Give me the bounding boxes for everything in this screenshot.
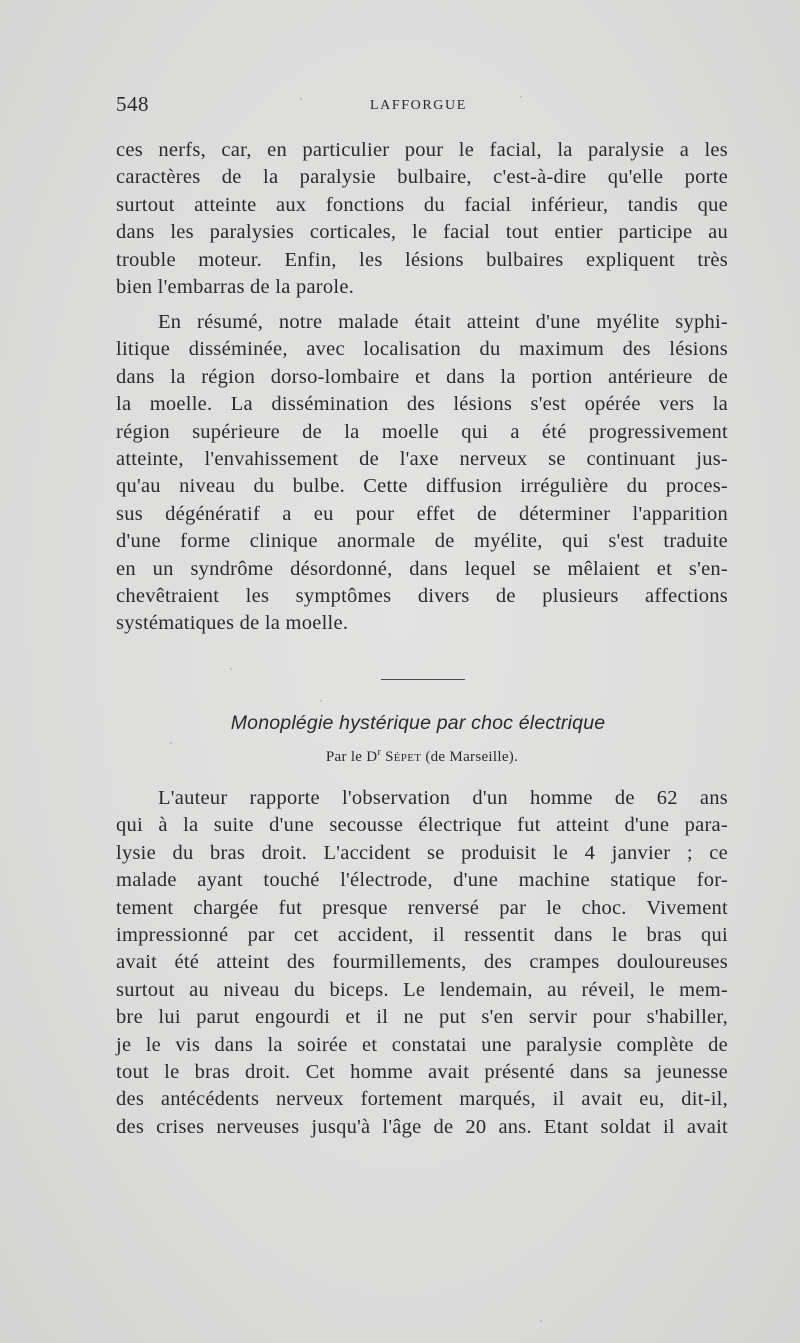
- text-line: lysie du bras droit. L'accident se produisit le 4 janvier ; ce: [116, 841, 728, 864]
- paragraph-summary: [116, 309, 728, 638]
- running-head: LAFFORGUE: [370, 98, 467, 113]
- text-line: avait été atteint des fourmillements, des crampes douloureuses: [116, 951, 728, 974]
- text-line: surtout atteinte aux fonctions du facial inférieur, tandis que: [116, 193, 728, 216]
- paper-speck: [170, 742, 172, 744]
- paper-speck: [520, 96, 522, 98]
- text-line: la moelle. La dissémination des lésions s'est opérée vers la: [116, 393, 728, 416]
- text-line: surtout au niveau du biceps. Le lendemain, au réveil, le mem-: [116, 978, 728, 1001]
- paragraph-continuation: [116, 137, 728, 301]
- byline-prefix: Par le D: [325, 749, 378, 765]
- text-line: caractères de la paralysie bulbaire, c'est-à-dire qu'elle porte: [116, 166, 728, 189]
- byline-superscript: r: [377, 747, 382, 758]
- byline-suffix: (de Marseille).: [425, 749, 519, 765]
- text-line: tout le bras droit. Cet homme avait présenté dans sa jeunesse: [116, 1061, 728, 1084]
- page-header: [116, 92, 728, 118]
- text-line: sus dégénératif a eu pour effet de déterminer l'apparition: [116, 502, 728, 525]
- text-line: impressionné par cet accident, il ressentit dans le bras qui: [116, 924, 728, 947]
- article-byline: [0, 747, 800, 766]
- text-line: trouble moteur. Enfin, les lésions bulbaires expliquent très: [116, 248, 728, 271]
- paper-speck: [540, 1320, 542, 1322]
- text-line: systématiques de la moelle.: [116, 612, 349, 635]
- text-line: chevêtraient les symptômes divers de plusieurs affections: [116, 585, 728, 608]
- text-line: tement chargée fut presque renversé par le choc. Vivement: [116, 896, 728, 919]
- text-line: des antécédents nerveux fortement marqués, il avait eu, dit-il,: [116, 1088, 728, 1111]
- text-line: qui à la suite d'une secousse électrique fut atteint d'une para-: [116, 814, 728, 837]
- text-line: malade ayant touché l'électrode, d'une machine statique for-: [116, 869, 728, 892]
- text-line: d'une forme clinique anormale de myélite, qui s'est traduite: [116, 530, 728, 553]
- text-line: je le vis dans la soirée et constatai une paralysie complète de: [116, 1033, 728, 1056]
- paper-speck: [230, 668, 232, 670]
- paper-speck: [320, 700, 322, 702]
- text-line: région supérieure de la moelle qui a été progressivement: [116, 420, 728, 443]
- text-line: bien l'embarras de la parole.: [116, 276, 355, 299]
- page-number: 548: [116, 92, 149, 116]
- text-line: en un syndrôme désordonné, dans lequel se mêlaient et s'en-: [116, 557, 728, 580]
- article-title: Monoplégie hystérique par choc électrique: [230, 712, 606, 734]
- text-line: qu'au niveau du bulbe. Cette diffusion irrégulière du proces-: [116, 475, 728, 498]
- text-line: ces nerfs, car, en particulier pour le facial, la paralysie a les: [116, 139, 728, 161]
- byline-author: Sépet: [385, 749, 422, 765]
- section-divider: [381, 679, 465, 680]
- text-line: En résumé, notre malade était atteint d'une myélite syphi-: [158, 311, 728, 333]
- paragraph-article-body: [116, 785, 728, 1141]
- text-line: litique disséminée, avec localisation du maximum des lésions: [116, 338, 728, 361]
- text-line: L'auteur rapporte l'observation d'un homme de 62 ans: [158, 787, 728, 809]
- text-line: bre lui parut engourdi et il ne put s'en servir pour s'habiller,: [116, 1006, 728, 1029]
- text-line: atteinte, l'envahissement de l'axe nerveux se continuant jus-: [116, 448, 728, 471]
- text-line: dans la région dorso-lombaire et dans la portion antérieure de: [116, 365, 728, 388]
- text-line: des crises nerveuses jusqu'à l'âge de 20 ans. Etant soldat il avait: [116, 1115, 728, 1138]
- paper-speck: [300, 98, 302, 100]
- text-line: dans les paralysies corticales, le facial tout entier participe au: [116, 221, 728, 244]
